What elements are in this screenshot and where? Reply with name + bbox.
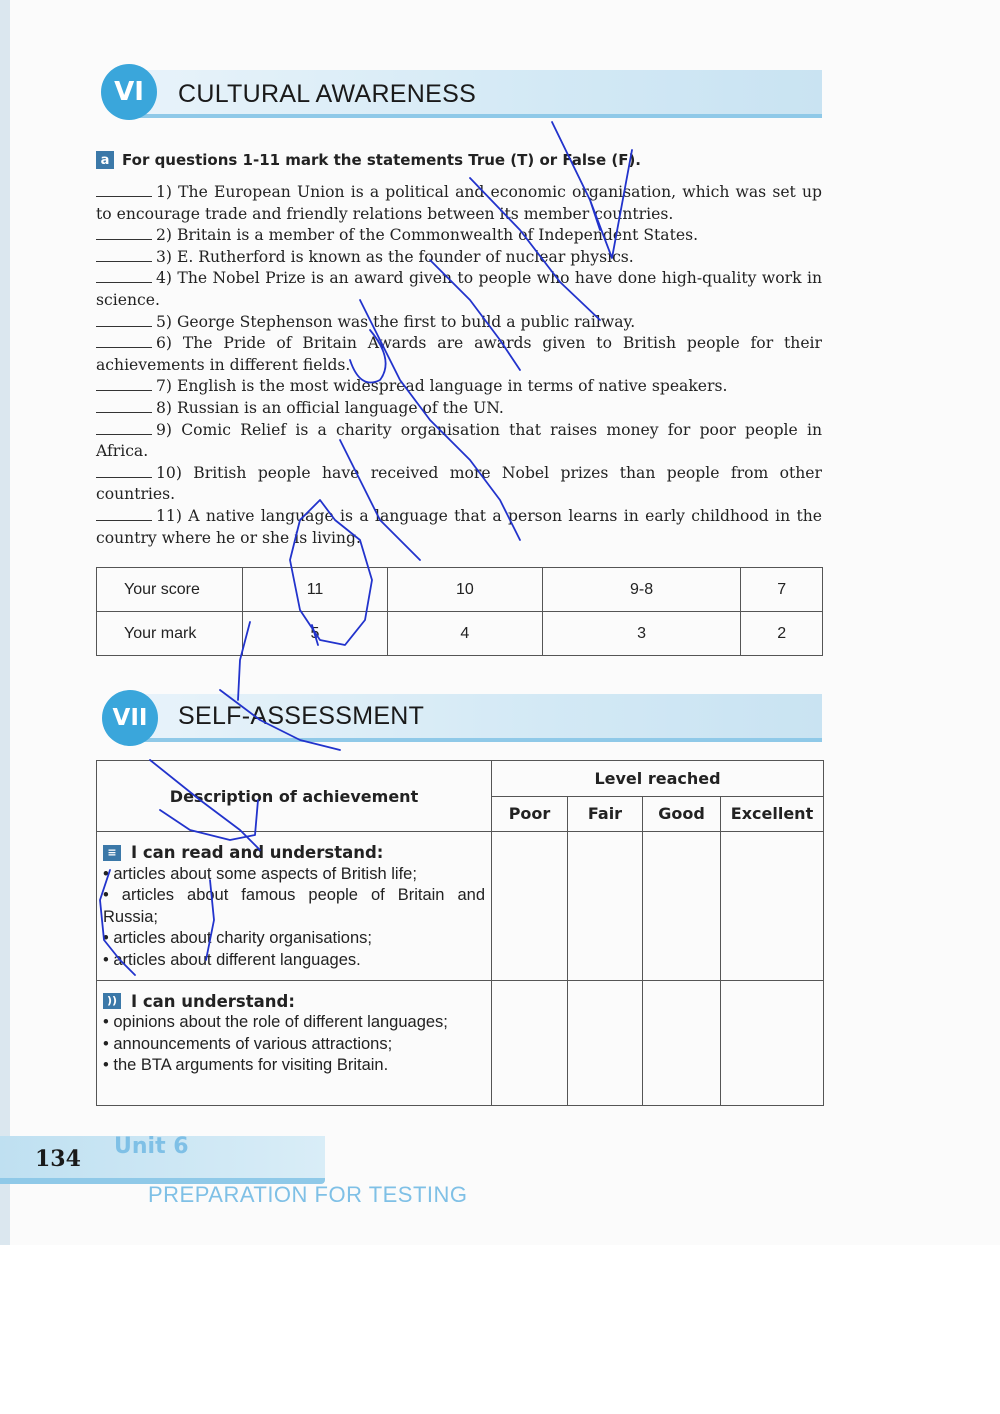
reading-heading: I can read and understand: xyxy=(131,843,384,862)
statement-5: 5) George Stephenson was the first to build a public railway. xyxy=(96,312,822,334)
answer-blank-4[interactable] xyxy=(96,270,152,283)
level-excellent-header: Excellent xyxy=(721,796,824,832)
list-item: • opinions about the role of different languages; xyxy=(103,1013,448,1032)
score-cell: 10 xyxy=(388,568,543,612)
statement-1: 1) The European Union is a political and economic organisation, which was set up to encourage trade and friendly relations between its member countries. xyxy=(96,183,822,223)
listening-poor-cell[interactable] xyxy=(492,980,568,1105)
section-6-number: VI xyxy=(101,64,157,120)
answer-blank-9[interactable] xyxy=(96,422,152,435)
listening-fair-cell[interactable] xyxy=(568,980,643,1105)
mark-row xyxy=(97,612,823,656)
page-edge-strip xyxy=(0,0,10,1245)
level-fair-header: Fair xyxy=(568,796,643,832)
mark-cell: 3 xyxy=(542,612,741,656)
statement-10: 10) British people have received more Nobel prizes than people from other countries. xyxy=(96,463,822,504)
self-assessment-table xyxy=(96,760,824,1106)
mark-cell: 4 xyxy=(388,612,543,656)
answer-blank-7[interactable] xyxy=(96,378,152,391)
statement-11: 11) A native language is a language that a person learns in early childhood in the country where he or she is living. xyxy=(96,506,822,547)
task-instruction: For questions 1-11 mark the statements True (T) or False (F). xyxy=(122,151,642,169)
reading-excellent-cell[interactable] xyxy=(721,832,824,981)
reading-row xyxy=(97,832,824,981)
statement-4: 4) The Nobel Prize is an award given to people who have done high-quality work in science. xyxy=(96,269,822,309)
mark-cell: 2 xyxy=(741,612,823,656)
answer-blank-1[interactable] xyxy=(96,184,152,197)
score-row xyxy=(97,568,823,612)
listening-good-cell[interactable] xyxy=(643,980,721,1105)
level-poor-header: Poor xyxy=(492,796,568,832)
listening-icon: )) xyxy=(103,993,121,1009)
list-item: • articles about famous people of Britain and Russia; xyxy=(103,886,485,926)
answer-blank-3[interactable] xyxy=(96,249,152,262)
list-item: • articles about some aspects of British life; xyxy=(103,864,417,883)
listening-heading: I can understand: xyxy=(131,991,295,1011)
task-a-icon: a xyxy=(96,151,114,169)
reading-description xyxy=(97,832,492,981)
statements-list xyxy=(96,182,822,549)
score-cell: 11 xyxy=(243,568,388,612)
reading-fair-cell[interactable] xyxy=(568,832,643,981)
page-number: 134 xyxy=(35,1146,81,1172)
description-header: Description of achievement xyxy=(97,761,492,832)
statement-6: 6) The Pride of Britain Awards are awards given to British people for their achievements in different fields. xyxy=(96,334,822,374)
score-cell: 7 xyxy=(741,568,823,612)
statement-9: 9) Comic Relief is a charity organisation that raises money for poor people in Africa. xyxy=(96,420,822,461)
listening-row xyxy=(97,980,824,1105)
score-label: Your score xyxy=(97,568,243,612)
assess-header-row-1 xyxy=(97,761,824,797)
mark-cell: 5 xyxy=(243,612,388,656)
answer-blank-5[interactable] xyxy=(96,314,152,327)
answer-blank-6[interactable] xyxy=(96,335,152,348)
level-reached-header: Level reached xyxy=(492,761,824,797)
list-item: • announcements of various attractions; xyxy=(103,1034,393,1053)
reading-icon: ≡ xyxy=(103,845,121,861)
statement-2: 2) Britain is a member of the Commonwealth of Independent States. xyxy=(96,225,822,247)
answer-blank-11[interactable] xyxy=(96,508,152,521)
statement-8: 8) Russian is an official language of the UN. xyxy=(96,398,822,420)
statement-7: 7) English is the most widespread language in terms of native speakers. xyxy=(96,376,822,398)
statement-3: 3) E. Rutherford is known as the founder of nuclear physics. xyxy=(96,247,822,269)
unit-label: Unit 6 xyxy=(114,1134,189,1159)
footer-subtitle: PREPARATION FOR TESTING xyxy=(148,1182,468,1207)
reading-poor-cell[interactable] xyxy=(492,832,568,981)
answer-blank-8[interactable] xyxy=(96,400,152,413)
reading-good-cell[interactable] xyxy=(643,832,721,981)
list-item: • articles about different languages. xyxy=(103,950,361,969)
score-table xyxy=(96,567,823,656)
level-good-header: Good xyxy=(643,796,721,832)
mark-label: Your mark xyxy=(97,612,243,656)
page-margin-bottom xyxy=(0,1245,1000,1414)
list-item: • articles about charity organisations; xyxy=(103,929,372,948)
score-cell: 9-8 xyxy=(542,568,741,612)
listening-excellent-cell[interactable] xyxy=(721,980,824,1105)
list-item: • the BTA arguments for visiting Britain. xyxy=(103,1056,389,1075)
answer-blank-2[interactable] xyxy=(96,227,152,240)
section-7-number: VII xyxy=(102,690,158,746)
listening-description xyxy=(97,980,492,1105)
section-7-title: SELF-ASSESSMENT xyxy=(178,702,425,730)
section-6-title: CULTURAL AWARENESS xyxy=(178,80,477,108)
answer-blank-10[interactable] xyxy=(96,465,152,478)
